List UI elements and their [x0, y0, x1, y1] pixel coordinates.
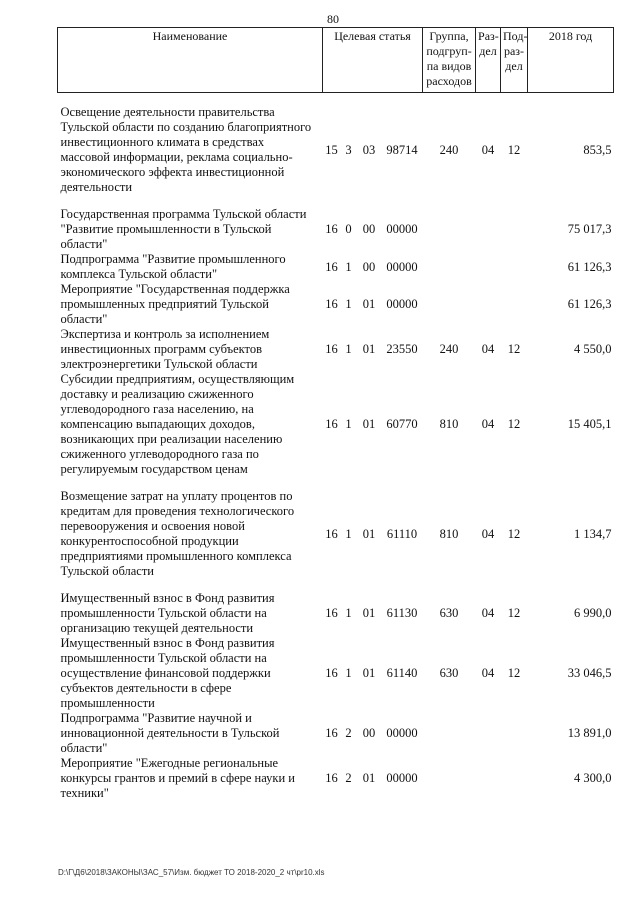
code-event: 03 [362, 142, 376, 157]
header-name: Наименование [58, 28, 323, 93]
razdel: 04 [481, 417, 495, 431]
code-program: 16 [325, 297, 338, 311]
podrazdel [501, 756, 528, 801]
razdel: 04 [481, 606, 495, 620]
file-path-footer: D:\Г\Д6\2018\ЗАКОНЫ\ЗАС_57\Изм. бюджет ТО 2018-2020_2 чт\pr10.xls [58, 868, 325, 877]
code-subprogram: 2 [345, 771, 352, 785]
code-direction: 00000 [386, 726, 418, 740]
expense-group [423, 711, 476, 756]
table-row [58, 489, 614, 579]
amount-2018: 4 300,0 [574, 771, 612, 785]
amount-2018: 4 550,0 [574, 342, 612, 356]
amount-2018: 1 134,7 [574, 526, 612, 541]
table-row [58, 105, 614, 195]
razdel: 04 [481, 526, 495, 541]
row-name: Субсидии предприятиям, осуществляющим доставку и реализацию сжиженного углеводородного газа населению, на компенсацию выпадающих доходов, возникающих при реализации населению сжиженного углеводородного газа по регулируемым государством ценам [60, 372, 295, 476]
header-razdel: Раз-дел [476, 28, 501, 93]
header-group: Группа, подгруп-па видов расходов [423, 28, 476, 93]
code-program: 16 [325, 222, 338, 236]
code-subprogram: 1 [345, 342, 352, 356]
code-direction: 00000 [386, 771, 418, 785]
code-program: 15 [325, 142, 338, 157]
table-row [58, 756, 614, 801]
expense-group: 240 [439, 142, 459, 157]
amount-2018: 6 990,0 [574, 606, 612, 620]
expense-group: 810 [439, 526, 459, 541]
amount-2018: 61 126,3 [567, 297, 612, 311]
amount-2018: 15 405,1 [567, 417, 612, 431]
amount-2018: 33 046,5 [567, 666, 612, 680]
amount-2018: 853,5 [583, 142, 612, 157]
table-row [58, 711, 614, 756]
page-number: 80 [327, 12, 339, 26]
podrazdel: 12 [507, 342, 521, 356]
expense-group [423, 282, 476, 327]
code-program: 16 [325, 526, 338, 541]
amount-2018: 13 891,0 [567, 726, 612, 740]
razdel: 04 [481, 342, 495, 356]
code-subprogram: 2 [345, 726, 352, 740]
podrazdel: 12 [507, 142, 521, 157]
amount-2018: 75 017,3 [567, 222, 612, 236]
code-event: 01 [362, 606, 376, 620]
code-direction: 60770 [386, 417, 418, 431]
podrazdel [501, 711, 528, 756]
expense-group [423, 207, 476, 252]
code-direction: 00000 [386, 297, 418, 311]
expense-group: 240 [439, 342, 459, 356]
table-row [58, 282, 614, 327]
expense-group: 810 [439, 417, 459, 431]
amount-2018: 61 126,3 [567, 259, 612, 274]
expense-group [423, 756, 476, 801]
expense-group [423, 252, 476, 282]
razdel [476, 711, 501, 756]
header-target-article: Целевая статья [323, 28, 423, 93]
row-name: Экспертиза и контроль за исполнением инвестиционных программ субъектов электроэнергетики Тульской области [60, 327, 270, 371]
row-name: Подпрограмма "Развитие научной и инновационной деятельности в Тульской области" [60, 711, 280, 755]
table-row [58, 372, 614, 477]
code-program: 16 [325, 726, 338, 740]
row-name: Возмещение затрат на уплату процентов по кредитам для проведения технологического перевооружения и освоения новой конкурентоспособной продукции предприятиями промышленного комплекса Тульской области [60, 489, 295, 578]
table-header-row [58, 28, 614, 93]
row-name: Мероприятие "Ежегодные региональные конкурсы грантов и премий в сфере науки и техники" [60, 756, 295, 800]
expense-group: 630 [439, 666, 459, 680]
razdel [476, 207, 501, 252]
razdel [476, 756, 501, 801]
row-name: Имущественный взнос в Фонд развития промышленности Тульской области на осуществление финансовой поддержки субъектов деятельности в сфере промышленности [60, 636, 275, 710]
podrazdel: 12 [507, 417, 521, 431]
header-year: 2018 год [528, 28, 614, 93]
code-event: 01 [362, 342, 376, 356]
podrazdel [501, 207, 528, 252]
table-row [58, 207, 614, 252]
code-program: 16 [325, 606, 338, 620]
code-program: 16 [325, 259, 338, 274]
code-event: 01 [362, 526, 376, 541]
row-spacer [58, 93, 614, 106]
code-subprogram: 1 [345, 297, 352, 311]
table-row [58, 252, 614, 282]
code-direction: 61140 [386, 666, 418, 680]
row-name: Подпрограмма "Развитие промышленного комплекса Тульской области" [60, 252, 286, 281]
code-subprogram: 1 [345, 526, 352, 541]
budget-table [57, 27, 614, 801]
code-event: 01 [362, 417, 376, 431]
expense-group: 630 [439, 606, 459, 620]
podrazdel [501, 252, 528, 282]
code-event: 01 [362, 771, 376, 785]
code-program: 16 [325, 771, 338, 785]
row-name: Освещение деятельности правительства Тульской области по созданию благоприятного инвестиционного климата в средствах массовой информации, реклама социально-экономического эффекта инвестиционной деятельности [60, 105, 312, 194]
code-program: 16 [325, 417, 338, 431]
code-subprogram: 0 [345, 222, 352, 236]
table-row [58, 591, 614, 636]
row-spacer [58, 477, 614, 489]
table-row [58, 636, 614, 711]
row-spacer [58, 579, 614, 591]
code-direction: 61110 [386, 526, 418, 541]
podrazdel: 12 [507, 526, 521, 541]
code-direction: 23550 [386, 342, 418, 356]
row-spacer [58, 195, 614, 207]
code-event: 01 [362, 666, 376, 680]
row-name: Государственная программа Тульской области "Развитие промышленности в Тульской области" [60, 207, 307, 251]
code-direction: 00000 [386, 222, 418, 236]
code-direction: 00000 [386, 259, 418, 274]
code-subprogram: 1 [345, 606, 352, 620]
code-subprogram: 1 [345, 666, 352, 680]
razdel: 04 [481, 142, 495, 157]
code-subprogram: 1 [345, 417, 352, 431]
code-direction: 98714 [386, 142, 418, 157]
code-event: 00 [362, 222, 376, 236]
row-name: Мероприятие "Государственная поддержка промышленных предприятий Тульской области" [60, 282, 290, 326]
table-row [58, 327, 614, 372]
podrazdel: 12 [507, 666, 521, 680]
code-event: 01 [362, 297, 376, 311]
podrazdel: 12 [507, 606, 521, 620]
code-direction: 61130 [386, 606, 418, 620]
razdel [476, 282, 501, 327]
code-program: 16 [325, 342, 338, 356]
podrazdel [501, 282, 528, 327]
code-program: 16 [325, 666, 338, 680]
code-event: 00 [362, 726, 376, 740]
code-event: 00 [362, 259, 376, 274]
code-subprogram: 3 [345, 142, 352, 157]
row-name: Имущественный взнос в Фонд развития промышленности Тульской области на организацию текущей деятельности [60, 591, 275, 635]
code-subprogram: 1 [345, 259, 352, 274]
razdel: 04 [481, 666, 495, 680]
razdel [476, 252, 501, 282]
header-podrazdel: Под-раз-дел [501, 28, 528, 93]
